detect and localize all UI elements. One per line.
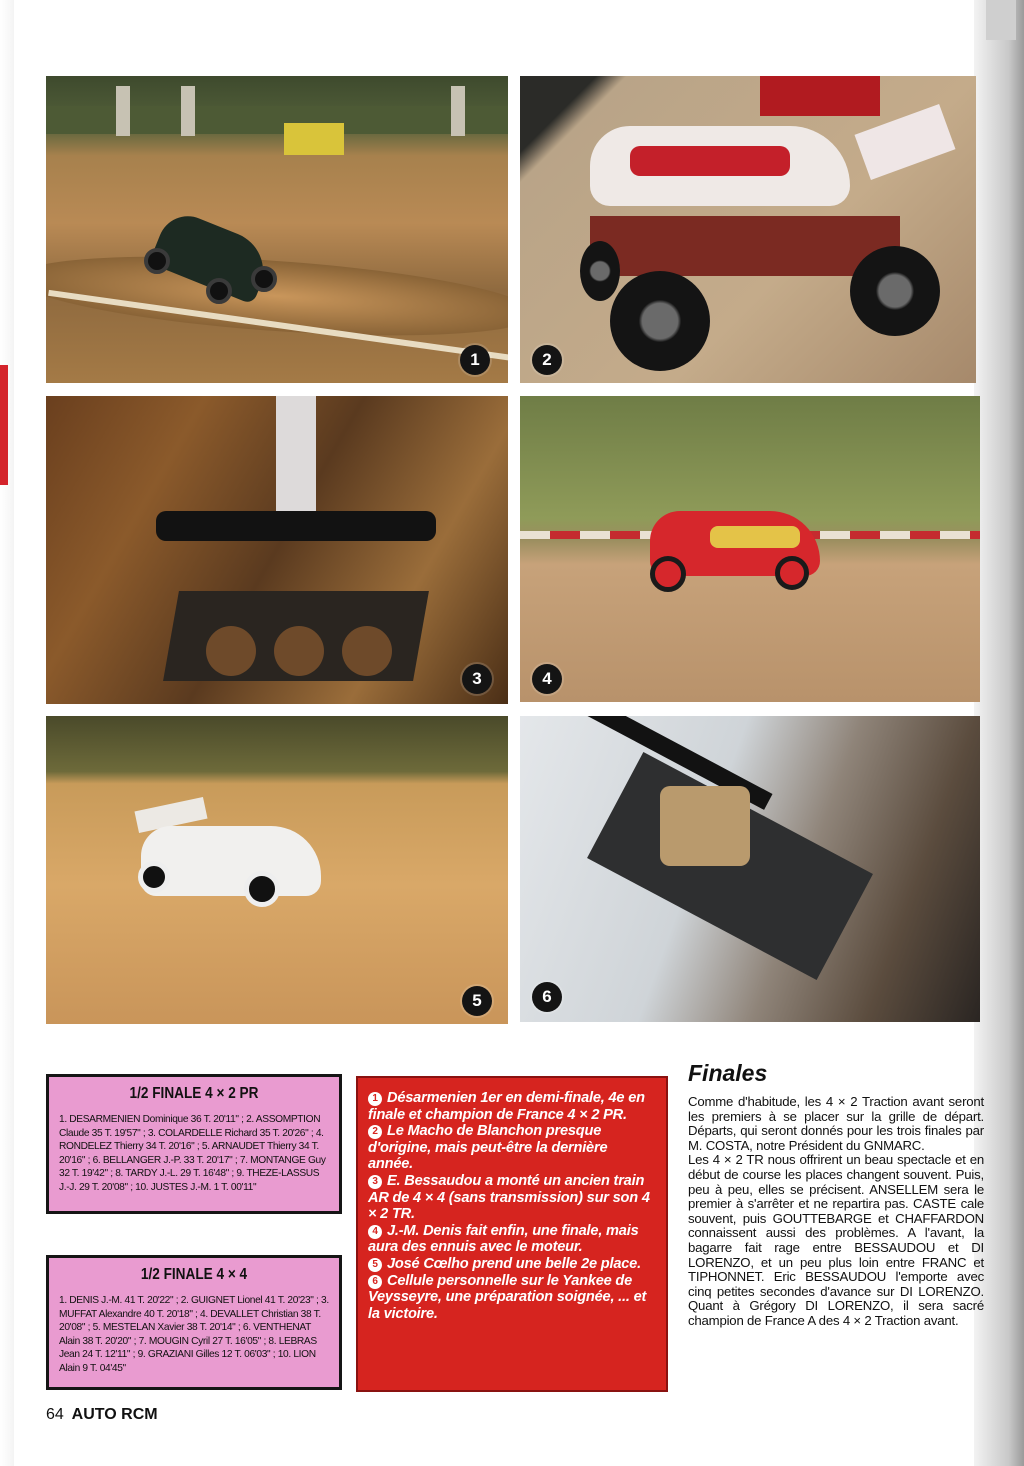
photo-number: 5: [462, 986, 492, 1016]
caption-number: 3: [368, 1175, 382, 1189]
photo-suspension-arm: [156, 511, 436, 541]
photo-wheel: [775, 556, 809, 590]
page-folio: [46, 1406, 158, 1424]
caption-text: E. Bessaudou a monté un ancien train AR de 4 × 4 (sans transmission) sur son 4 × 2 TR.: [368, 1172, 650, 1223]
photo-tower: [276, 396, 316, 526]
caption-number: 2: [368, 1125, 382, 1139]
photo-wheel: [251, 266, 277, 292]
torn-corner: [986, 0, 1016, 40]
photo-tire: [610, 271, 710, 371]
caption-5: [368, 1256, 656, 1273]
edge-red-mark: [0, 365, 8, 485]
photo-number: 3: [462, 664, 492, 694]
caption-text: Le Macho de Blanchon presque d'origine, mais peut-être la dernière année.: [368, 1123, 608, 1173]
caption-number: 5: [368, 1258, 382, 1272]
photo-banner: [284, 123, 344, 155]
article-paragraph: Comme d'habitude, les 4 × 2 Traction avant seront les premiers à se placer sur la grille de départ. Départs, qui seront donnés pour les trois finales par M. COSTA, notre Président du GNMARC.: [688, 1094, 984, 1153]
photo-tire: [850, 246, 940, 336]
caption-text: J.-M. Denis fait enfin, une finale, mais aura des ennuis avec le moteur.: [368, 1222, 639, 1256]
photo-buggy-stripe: [710, 526, 800, 548]
article-paragraph: Les 4 × 2 TR nous offrirent un beau spectacle et en début de course les places changent souvent. Puis, peu à peu, elles se précisent. ANSELLEM sera le premier à s'arrêter et ne repartira pas. CASTE cale souvent, puis GOUTTEBARGE et CHAFFARDON connaissent aussi des problèmes. A l'avant, la bagarre fait rage entre BESSAUDOU et DI LORENZO, et un peu plus loin entre FRANC et TIPHONNET. Eric BESSAUDOU l'emporte avec cinq petites secondes d'avance sur DI LORENZO. Quant à Grégory DI LORENZO, il sera sacré champion de France A des 4 × 2 Traction avant.: [688, 1152, 984, 1328]
caption-number: 4: [368, 1225, 382, 1239]
results-title: 1/2 FINALE 4 × 4: [140, 1266, 248, 1283]
photo-number: 1: [460, 345, 490, 375]
photo-buggy-band: [630, 146, 790, 176]
photo-hole: [206, 626, 256, 676]
photo-hole: [274, 626, 324, 676]
photo-4: [520, 396, 980, 702]
photo-red-box: [760, 76, 880, 116]
caption-4: [368, 1223, 656, 1256]
photo-2: [520, 76, 976, 383]
photo-post: [116, 86, 130, 136]
page-number: 64: [46, 1406, 64, 1423]
photo-post: [451, 86, 465, 136]
photo-number: 4: [532, 664, 562, 694]
photo-captions-box: [356, 1076, 668, 1392]
photo-wheel: [244, 871, 280, 907]
results-text: 1. DENIS J.-M. 41 T. 20'22" ; 2. GUIGNET Lionel 41 T. 20'23" ; 3. MUFFAT Alexandre 40 T. 20'18" ; 4. DEVALLET Christian 38 T. 20'08" ; 5. MESTELAN Xavier 38 T. 20'14" ; 6. VENTHENAT Alain 38 T. 20'20" ; 7. MOUGIN Cyril 27 T. 16'05" ; 8. LEBRAS Jean 24 T. 12'11" ; 9. GRAZIANI Gilles 12 T. 06'03" ; 10. LION Alain 9 T. 04'45": [59, 1295, 329, 1374]
caption-text: Désarmenien 1er en demi-finale, 4e en finale et champion de France 4 × 2 PR.: [368, 1090, 645, 1123]
left-page-edge: [0, 0, 14, 1466]
article-title: Finales: [688, 1060, 768, 1086]
photo-engine: [660, 786, 750, 866]
photo-buggy: [141, 826, 321, 896]
photo-tire: [580, 241, 620, 301]
results-box-4x4: [46, 1255, 342, 1390]
results-text: 1. DESARMENIEN Dominique 36 T. 20'11" ; 2. ASSOMPTION Claude 35 T. 19'57" ; 3. COLARDELLE Richard 35 T. 20'26" ; 4. RONDELEZ Thierry 34 T. 20'16" ; 5. ARNAUDET Thierry 34 T. 20'16" ; 6. BELLANGER J.-P. 33 T. 20'17" ; 7. MONTANGE Guy 32 T. 19'42" ; 8. TARDY J.-L. 29 T. 16'48" ; 9. THEZE-LASSUS J.-J. 29 T. 20'08" ; 10. JUSTES J.-M. 1 T. 00'11": [59, 1114, 326, 1193]
photo-berm: [46, 243, 508, 349]
photo-6: [520, 716, 980, 1022]
photo-wheel: [138, 861, 170, 893]
caption-number: 6: [368, 1275, 382, 1289]
photo-hole: [342, 626, 392, 676]
photo-5: [46, 716, 508, 1024]
results-box-4x2: [46, 1074, 342, 1214]
results-title: 1/2 FINALE 4 × 2 PR: [129, 1085, 259, 1102]
photo-3: [46, 396, 508, 704]
caption-number: 1: [368, 1092, 382, 1106]
photo-1: [46, 76, 508, 383]
magazine-name: AUTO RCM: [71, 1406, 158, 1423]
photo-number: 6: [532, 982, 562, 1012]
caption-6: [368, 1273, 656, 1323]
caption-text: José Cœlho prend une belle 2e place.: [387, 1255, 641, 1272]
photo-wheel: [650, 556, 686, 592]
caption-3: [368, 1173, 656, 1223]
caption-2: [368, 1123, 656, 1173]
photo-wheel: [144, 248, 170, 274]
caption-text: Cellule personnelle sur le Yankee de Veysseyre, une préparation soignée, ... et la victoire.: [368, 1272, 647, 1322]
caption-1: [368, 1090, 656, 1123]
photo-wheel: [206, 278, 232, 304]
article-finales: [688, 1060, 984, 1329]
photo-post: [181, 86, 195, 136]
photo-number: 2: [532, 345, 562, 375]
photo-chassis: [590, 216, 900, 276]
